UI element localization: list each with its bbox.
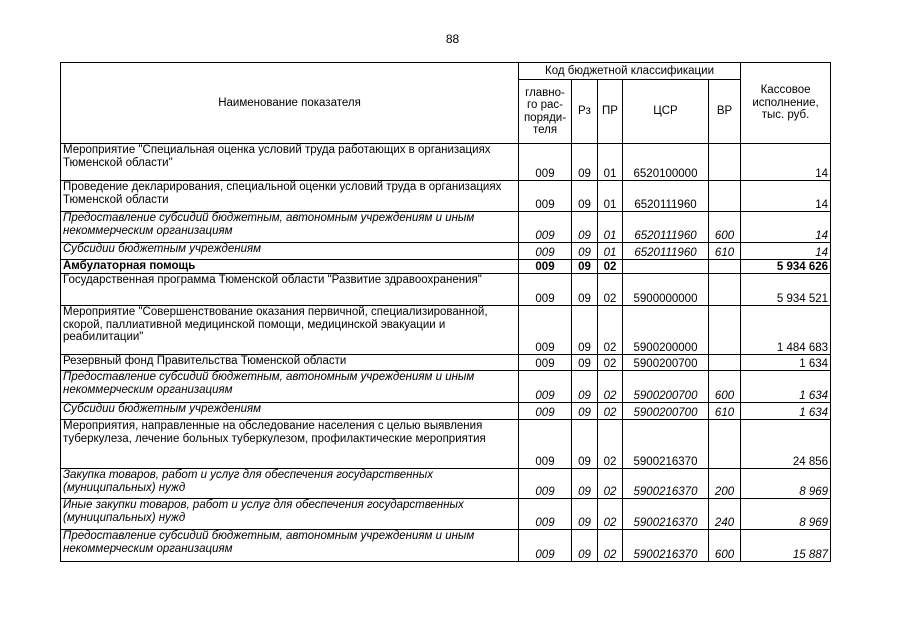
- cell-manager-code: 009: [519, 371, 572, 403]
- cell-manager-code: 009: [519, 306, 572, 355]
- cell-rz-code: 09: [572, 306, 598, 355]
- cell-vr-code: 600: [709, 371, 741, 403]
- cell-indicator-name: Мероприятие "Специальная оценка условий труда работающих в организациях Тюменской области": [61, 144, 519, 181]
- cell-rz-code: 09: [572, 420, 598, 469]
- cell-rz-code: 09: [572, 403, 598, 420]
- header-cash-execution: Кассовое исполнение, тыс. руб.: [741, 63, 831, 144]
- cell-indicator-name: Проведение декларирования, специальной оценки условий труда в организациях Тюменской области: [61, 181, 519, 212]
- cell-cash-execution: 1 484 683: [741, 306, 831, 355]
- header-rz: Рз: [572, 80, 598, 144]
- cell-vr-code: 610: [709, 243, 741, 260]
- cell-vr-code: [709, 260, 741, 274]
- cell-cash-execution: 8 969: [741, 499, 831, 530]
- cell-vr-code: 200: [709, 469, 741, 499]
- cell-indicator-name: Мероприятие "Совершенствование оказания первичной, специализированной, скорой, паллиативной медицинской помощи, медицинской эвакуации и реабилитации": [61, 306, 519, 355]
- cell-csr-code: [623, 260, 709, 274]
- cell-pr-code: 02: [598, 355, 623, 371]
- cell-indicator-name: Амбулаторная помощь: [61, 260, 519, 274]
- header-vr: ВР: [709, 80, 741, 144]
- header-pr: ПР: [598, 80, 623, 144]
- cell-indicator-name: Мероприятия, направленные на обследование населения с целью выявления туберкулеза, лечение больных туберкулезом, профилактические мероприятия: [61, 420, 519, 469]
- cell-pr-code: 02: [598, 499, 623, 530]
- cell-manager-code: 009: [519, 181, 572, 212]
- cell-vr-code: 610: [709, 403, 741, 420]
- cell-manager-code: 009: [519, 274, 572, 306]
- header-manager: главно-го рас-поряди-теля: [519, 80, 572, 144]
- cell-cash-execution: 1 634: [741, 355, 831, 371]
- cell-rz-code: 09: [572, 530, 598, 562]
- cell-rz-code: 09: [572, 274, 598, 306]
- cell-indicator-name: Закупка товаров, работ и услуг для обеспечения государственных (муниципальных) нужд: [61, 469, 519, 499]
- table-row: [61, 260, 831, 274]
- table-row: [61, 243, 831, 260]
- cell-cash-execution: 14: [741, 144, 831, 181]
- cell-csr-code: 5900216370: [623, 499, 709, 530]
- page-number: 88: [445, 32, 460, 46]
- cell-csr-code: 6520111960: [623, 181, 709, 212]
- table-row: [61, 306, 831, 355]
- cell-indicator-name: Иные закупки товаров, работ и услуг для обеспечения государственных (муниципальных) нужд: [61, 499, 519, 530]
- cell-manager-code: 009: [519, 499, 572, 530]
- cell-vr-code: [709, 181, 741, 212]
- cell-rz-code: 09: [572, 371, 598, 403]
- cell-pr-code: 02: [598, 371, 623, 403]
- cell-vr-code: 600: [709, 212, 741, 243]
- cell-indicator-name: Государственная программа Тюменской области "Развитие здравоохранения": [61, 274, 519, 306]
- cell-csr-code: 6520111960: [623, 243, 709, 260]
- cell-rz-code: 09: [572, 144, 598, 181]
- cell-csr-code: 5900000000: [623, 274, 709, 306]
- table-row: [61, 420, 831, 469]
- table-body: [61, 144, 831, 562]
- cell-manager-code: 009: [519, 420, 572, 469]
- table-row: [61, 212, 831, 243]
- table-row: [61, 469, 831, 499]
- cell-cash-execution: 14: [741, 243, 831, 260]
- cell-vr-code: [709, 355, 741, 371]
- table-row: [61, 274, 831, 306]
- cell-csr-code: 6520100000: [623, 144, 709, 181]
- cell-pr-code: 02: [598, 530, 623, 562]
- cell-manager-code: 009: [519, 355, 572, 371]
- cell-pr-code: 02: [598, 306, 623, 355]
- cell-manager-code: 009: [519, 530, 572, 562]
- cell-pr-code: 01: [598, 212, 623, 243]
- cell-cash-execution: 15 887: [741, 530, 831, 562]
- cell-cash-execution: 24 856: [741, 420, 831, 469]
- cell-cash-execution: 5 934 626: [741, 260, 831, 274]
- cell-csr-code: 5900216370: [623, 530, 709, 562]
- cell-vr-code: [709, 144, 741, 181]
- cell-manager-code: 009: [519, 212, 572, 243]
- cell-manager-code: 009: [519, 243, 572, 260]
- table-row: [61, 371, 831, 403]
- budget-table: [60, 62, 831, 562]
- cell-cash-execution: 5 934 521: [741, 274, 831, 306]
- cell-pr-code: 02: [598, 403, 623, 420]
- cell-rz-code: 09: [572, 212, 598, 243]
- cell-pr-code: 01: [598, 181, 623, 212]
- cell-rz-code: 09: [572, 260, 598, 274]
- cell-vr-code: [709, 274, 741, 306]
- table-row: [61, 403, 831, 420]
- cell-csr-code: 5900200000: [623, 306, 709, 355]
- cell-pr-code: 02: [598, 260, 623, 274]
- cell-csr-code: 5900216370: [623, 420, 709, 469]
- cell-csr-code: 5900200700: [623, 371, 709, 403]
- table-row: [61, 355, 831, 371]
- cell-cash-execution: 14: [741, 181, 831, 212]
- cell-csr-code: 5900216370: [623, 469, 709, 499]
- cell-vr-code: 600: [709, 530, 741, 562]
- cell-indicator-name: Предоставление субсидий бюджетным, автономным учреждениям и иным некоммерческим организациям: [61, 212, 519, 243]
- cell-rz-code: 09: [572, 499, 598, 530]
- cell-vr-code: 240: [709, 499, 741, 530]
- cell-indicator-name: Субсидии бюджетным учреждениям: [61, 403, 519, 420]
- cell-indicator-name: Резервный фонд Правительства Тюменской области: [61, 355, 519, 371]
- table-header: [61, 63, 831, 144]
- cell-pr-code: 01: [598, 144, 623, 181]
- table-row: [61, 530, 831, 562]
- cell-indicator-name: Субсидии бюджетным учреждениям: [61, 243, 519, 260]
- cell-vr-code: [709, 306, 741, 355]
- cell-rz-code: 09: [572, 469, 598, 499]
- cell-pr-code: 02: [598, 420, 623, 469]
- cell-pr-code: 02: [598, 469, 623, 499]
- table-row: [61, 144, 831, 181]
- cell-cash-execution: 1 634: [741, 371, 831, 403]
- cell-cash-execution: 8 969: [741, 469, 831, 499]
- cell-indicator-name: Предоставление субсидий бюджетным, автономным учреждениям и иным некоммерческим организациям: [61, 530, 519, 562]
- cell-vr-code: [709, 420, 741, 469]
- cell-pr-code: 01: [598, 243, 623, 260]
- header-csr: ЦСР: [623, 80, 709, 144]
- cell-rz-code: 09: [572, 243, 598, 260]
- header-code-group: Код бюджетной классификации: [519, 63, 741, 80]
- table-row: [61, 181, 831, 212]
- cell-pr-code: 02: [598, 274, 623, 306]
- cell-rz-code: 09: [572, 181, 598, 212]
- cell-manager-code: 009: [519, 260, 572, 274]
- cell-cash-execution: 1 634: [741, 403, 831, 420]
- cell-manager-code: 009: [519, 469, 572, 499]
- cell-rz-code: 09: [572, 355, 598, 371]
- table-row: [61, 499, 831, 530]
- cell-csr-code: 5900200700: [623, 355, 709, 371]
- cell-manager-code: 009: [519, 144, 572, 181]
- cell-manager-code: 009: [519, 403, 572, 420]
- cell-indicator-name: Предоставление субсидий бюджетным, автономным учреждениям и иным некоммерческим организациям: [61, 371, 519, 403]
- header-indicator-name: Наименование показателя: [61, 63, 519, 144]
- cell-csr-code: 5900200700: [623, 403, 709, 420]
- cell-csr-code: 6520111960: [623, 212, 709, 243]
- cell-cash-execution: 14: [741, 212, 831, 243]
